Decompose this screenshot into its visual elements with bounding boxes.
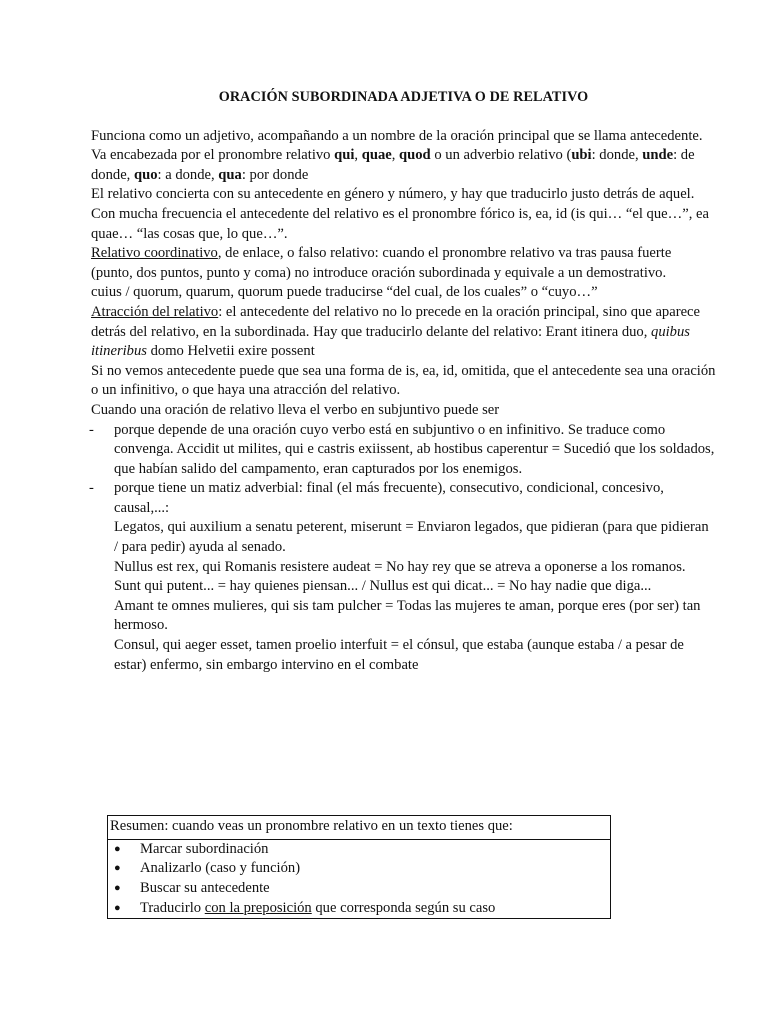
example-consecutive: Nullus est rex, qui Romanis resistere audeat = No hay rey que se atreva a oponerse a los romanos. (114, 558, 686, 575)
term-qua: qua (218, 166, 242, 183)
paragraph-cuius: cuius / quorum, quarum, quorum puede traducirse “del cual, de los cuales” o “cuyo…” (91, 284, 598, 301)
underlined-preposition: con la preposición (204, 899, 312, 916)
paragraph-no-antecedent: Si no vemos antecedente puede que sea una forma de is, ea, id, omitida, que el antecedente sea una oración o un infinitivo, o que haya una atracción del relativo. (91, 362, 716, 399)
list-item-text: Marcar subordinación (140, 840, 269, 857)
text: , de enlace, o falso relativo: cuando el pronombre relativo va tras pausa fuerte (punto, dos puntos, punto y coma) no introduce oración subordinada y equivale a un demostrativo. (91, 245, 672, 281)
text: : de donde, (91, 147, 695, 183)
term-unde: unde (642, 147, 674, 164)
example-final: Legatos, qui auxilium a senatu peterent, miserunt = Enviaron legados, que pidieran (para que pidieran / para pedir) ayuda al senado. (114, 519, 709, 556)
dash-marker: - (89, 421, 94, 438)
text: , (391, 147, 400, 164)
text: Va encabezada por el pronombre relativo (91, 147, 335, 164)
list-item-text: Buscar su antecedente (140, 880, 270, 896)
text: que corresponda según su caso (311, 899, 496, 916)
text: : por donde (241, 166, 309, 183)
italic-example: quibus itineribus (91, 323, 690, 360)
paragraph-phoric: Con mucha frecuencia el antecedente del relativo es el pronombre fórico is, ea, id (is qui… “el que…”, ea quae… “las cosas que, lo que…”. (91, 205, 709, 242)
list-item (108, 859, 610, 879)
term-quo: quo (133, 166, 158, 183)
term-ubi: ubi (571, 147, 592, 164)
list-item (108, 899, 610, 919)
list-item (108, 879, 610, 899)
list-item-text: porque tiene un matiz adverbial: final (el más frecuente), consecutivo, condicional, concesivo, causal,...: (114, 480, 664, 516)
term-qui: qui (334, 147, 355, 164)
paragraph-introducers (91, 146, 716, 185)
paragraph-subjunctive: Cuando una oración de relativo lleva el verbo en subjuntivo puede ser (91, 401, 500, 418)
bullet-icon: ● (114, 842, 121, 855)
list-item (108, 840, 610, 860)
text: , (354, 147, 362, 164)
paragraph-agreement: El relativo concierta con su antecedente en género y número, y hay que traducirlo justo detrás de aquel. (91, 186, 695, 203)
summary-list (108, 840, 610, 919)
bullet-icon: ● (114, 901, 121, 914)
example-sunt-qui: Sunt qui putent... = hay quienes piensan... / Nullus est qui dicat... = No hay nadie que diga... (114, 578, 652, 595)
summary-heading: Resumen: cuando veas un pronombre relativo en un texto tienes que: (108, 816, 610, 840)
term-quae: quae (361, 147, 392, 164)
list-item (91, 421, 716, 480)
bullet-icon: ● (114, 882, 121, 894)
text: Traducirlo (140, 899, 205, 916)
paragraph-definition: Funciona como un adjetivo, acompañando a un nombre de la oración principal que se llama antecedente. (91, 127, 703, 144)
example-causal: Amant te omnes mulieres, qui sis tam pulcher = Todas las mujeres te aman, porque eres (por ser) tan hermoso. (114, 597, 701, 634)
dash-marker: - (89, 480, 94, 497)
summary-box (107, 815, 611, 919)
example-concessive: Consul, qui aeger esset, tamen proelio interfuit = el cónsul, que estaba (aunque estaba / a pesar de estar) enfermo, sin embargo intervino en el combate (114, 637, 684, 673)
text: : donde, (591, 147, 643, 164)
paragraph-attraction (91, 303, 716, 362)
list-item-text: Analizarlo (caso y función) (140, 860, 301, 877)
term-quod: quod (399, 147, 431, 164)
text: o un adverbio relativo ( (430, 147, 572, 164)
text: : a donde, (157, 166, 219, 183)
list-item (91, 479, 716, 675)
page-title: ORACIÓN SUBORDINADA ADJETIVA O DE RELATIVO (218, 89, 589, 105)
document-body (91, 88, 716, 675)
term-atraccion-del-relativo: Atracción del relativo (91, 303, 219, 320)
paragraph-coordinative (91, 244, 716, 283)
text: : el antecedente del relativo no lo precede en la oración principal, sino que aparece detrás del relativo, en la subordinada. Hay que traducirlo delante del relativo: Erant itinera duo, (91, 303, 700, 340)
text: domo Helvetii exire possent (146, 343, 315, 360)
list-item-text: porque depende de una oración cuyo verbo está en subjuntivo o en infinitivo. Se traduce como convenga. Accidit ut milites, qui e castris exiissent, ab hostibus caperentur = Sucedió que los soldados, que habían salido del campamento, eran capturados por los enemigos. (114, 421, 715, 477)
bullet-icon: ● (114, 862, 121, 875)
term-relativo-coordinativo: Relativo coordinativo (91, 245, 218, 262)
